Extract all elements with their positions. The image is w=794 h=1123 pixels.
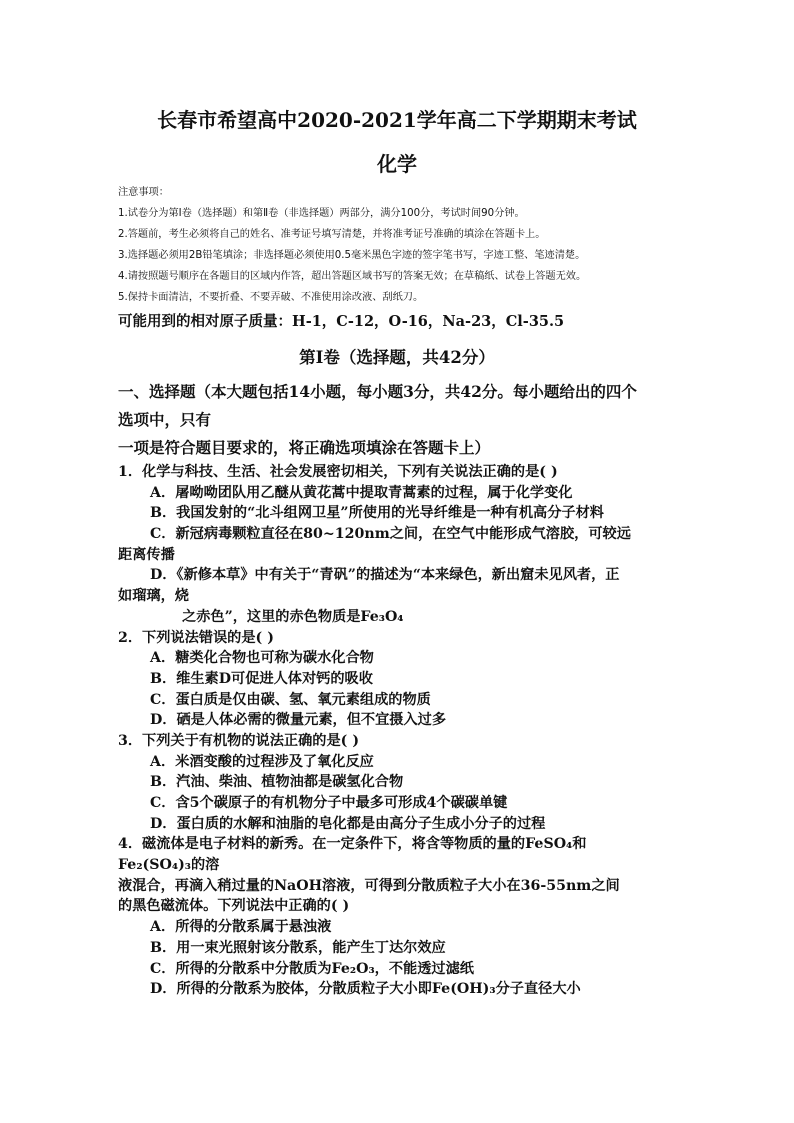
questions-body — [118, 378, 678, 1000]
question-2-option-a: A．糖类化合物也可称为碳水化合物 — [150, 650, 374, 667]
question-4-stem-cont: 的黑色磁流体。下列说法中正确的( ) — [118, 898, 350, 915]
question-4-option-d: D．所得的分散系为胶体，分散质粒子大小即Fe(OH)₃分子直径大小 — [150, 981, 581, 998]
note-item: 2.答题前，考生必须将自己的姓名、准考证号填写清楚，并将准考证号准确的填涂在答题卡上。 — [118, 229, 546, 240]
question-1-stem: 1．化学与科技、生活、社会发展密切相关，下列有关说法正确的是( ) — [118, 464, 558, 480]
question-4-stem-cont: 液混合，再滴入稍过量的NaOH溶液，可得到分散质粒子大小在36-55nm之间 — [118, 877, 620, 894]
question-2-option-d: D．硒是人体必需的微量元素，但不宜摄入过多 — [150, 712, 447, 729]
part-title: 第Ⅰ卷（选择题，共42分） — [299, 348, 495, 367]
question-4-option-a: A．所得的分散系属于悬浊液 — [150, 919, 332, 936]
question-4-option-c: C．所得的分散系中分散质为Fe₂O₃，不能透过滤纸 — [150, 960, 474, 977]
question-4-stem: 4．磁流体是电子材料的新秀。在一定条件下，将含等物质的量的FeSO₄和 — [118, 836, 587, 853]
note-item: 5.保持卡面清洁，不要折叠、不要弄破、不准使用涂改液、刮纸刀。 — [118, 292, 424, 303]
notes-block — [118, 182, 698, 308]
question-2-option-c: C．蛋白质是仅由碳、氢、氧元素组成的物质 — [150, 691, 431, 708]
subject-title: 化学 — [377, 152, 417, 176]
question-1-option-d-cont: 如瑠璃，烧 — [118, 588, 189, 605]
question-4-option-b: B．用一束光照射该分散系，能产生丁达尔效应 — [150, 939, 446, 956]
question-3-option-b: B．汽油、柴油、植物油都是碳氢化合物 — [150, 774, 404, 791]
atomic-masses: 可能用到的相对原子质量：H-1，C-12，O-16，Na-23，Cl-35.5 — [118, 313, 565, 330]
note-item: 4.请按照题号顺序在各题目的区域内作答，超出答题区域书写的答案无效；在草稿纸、试卷上答题无效。 — [118, 271, 587, 282]
question-2-option-b: B．维生素D可促进人体对钙的吸收 — [150, 670, 373, 687]
question-1-option-a: A．屠呦呦团队用乙醚从黄花蒿中提取青蒿素的过程，属于化学变化 — [150, 484, 573, 501]
section-instruction: 一项是符合题目要求的，将正确选项填涂在答题卡上） — [118, 438, 491, 457]
question-3-option-a: A．米酒变酸的过程涉及了氧化反应 — [150, 753, 374, 770]
question-1-option-c: C．新冠病毒颗粒直径在80~120nm之间，在空气中能形成气溶胶，可较远 — [150, 526, 631, 543]
notes-heading: 注意事项： — [118, 187, 169, 198]
question-4-stem-cont: Fe₂(SO₄)₃的溶 — [118, 857, 220, 874]
question-1-option-d: D．《新修本草》中有关于“青矾”的描述为“本来绿色，新出窟未见风者，正 — [150, 567, 620, 584]
question-2-stem: 2．下列说法错误的是( ) — [118, 629, 274, 646]
question-1-option-d-cont: 之赤色”，这里的赤色物质是Fe₃O₄ — [182, 608, 404, 625]
question-1-option-c-cont: 距离传播 — [118, 546, 175, 563]
exam-title: 长春市希望高中2020-2021学年高二下学期期末考试 — [157, 108, 637, 132]
question-3-option-d: D．蛋白质的水解和油脂的皂化都是由高分子生成小分子的过程 — [150, 815, 546, 832]
section-instruction: 选项中，只有 — [118, 410, 212, 429]
note-item: 3.选择题必须用2B铅笔填涂；非选择题必须使用0.5毫米黑色字迹的签字笔书写，字迹工整、笔迹清楚。 — [118, 250, 586, 261]
note-item: 1.试卷分为第Ⅰ卷（选择题）和第Ⅱ卷（非选择题）两部分，满分100分，考试时间90分钟。 — [118, 208, 525, 219]
section-instruction: 一、选择题（本大题包括14小题，每小题3分，共42分。每小题给出的四个 — [118, 382, 637, 401]
question-1-option-b: B．我国发射的“北斗组网卫星”所使用的光导纤维是一种有机高分子材料 — [150, 505, 604, 522]
question-3-option-c: C．含5个碳原子的有机物分子中最多可形成4个碳碳单键 — [150, 795, 508, 811]
question-3-stem: 3．下列关于有机物的说法正确的是( ) — [118, 732, 360, 749]
